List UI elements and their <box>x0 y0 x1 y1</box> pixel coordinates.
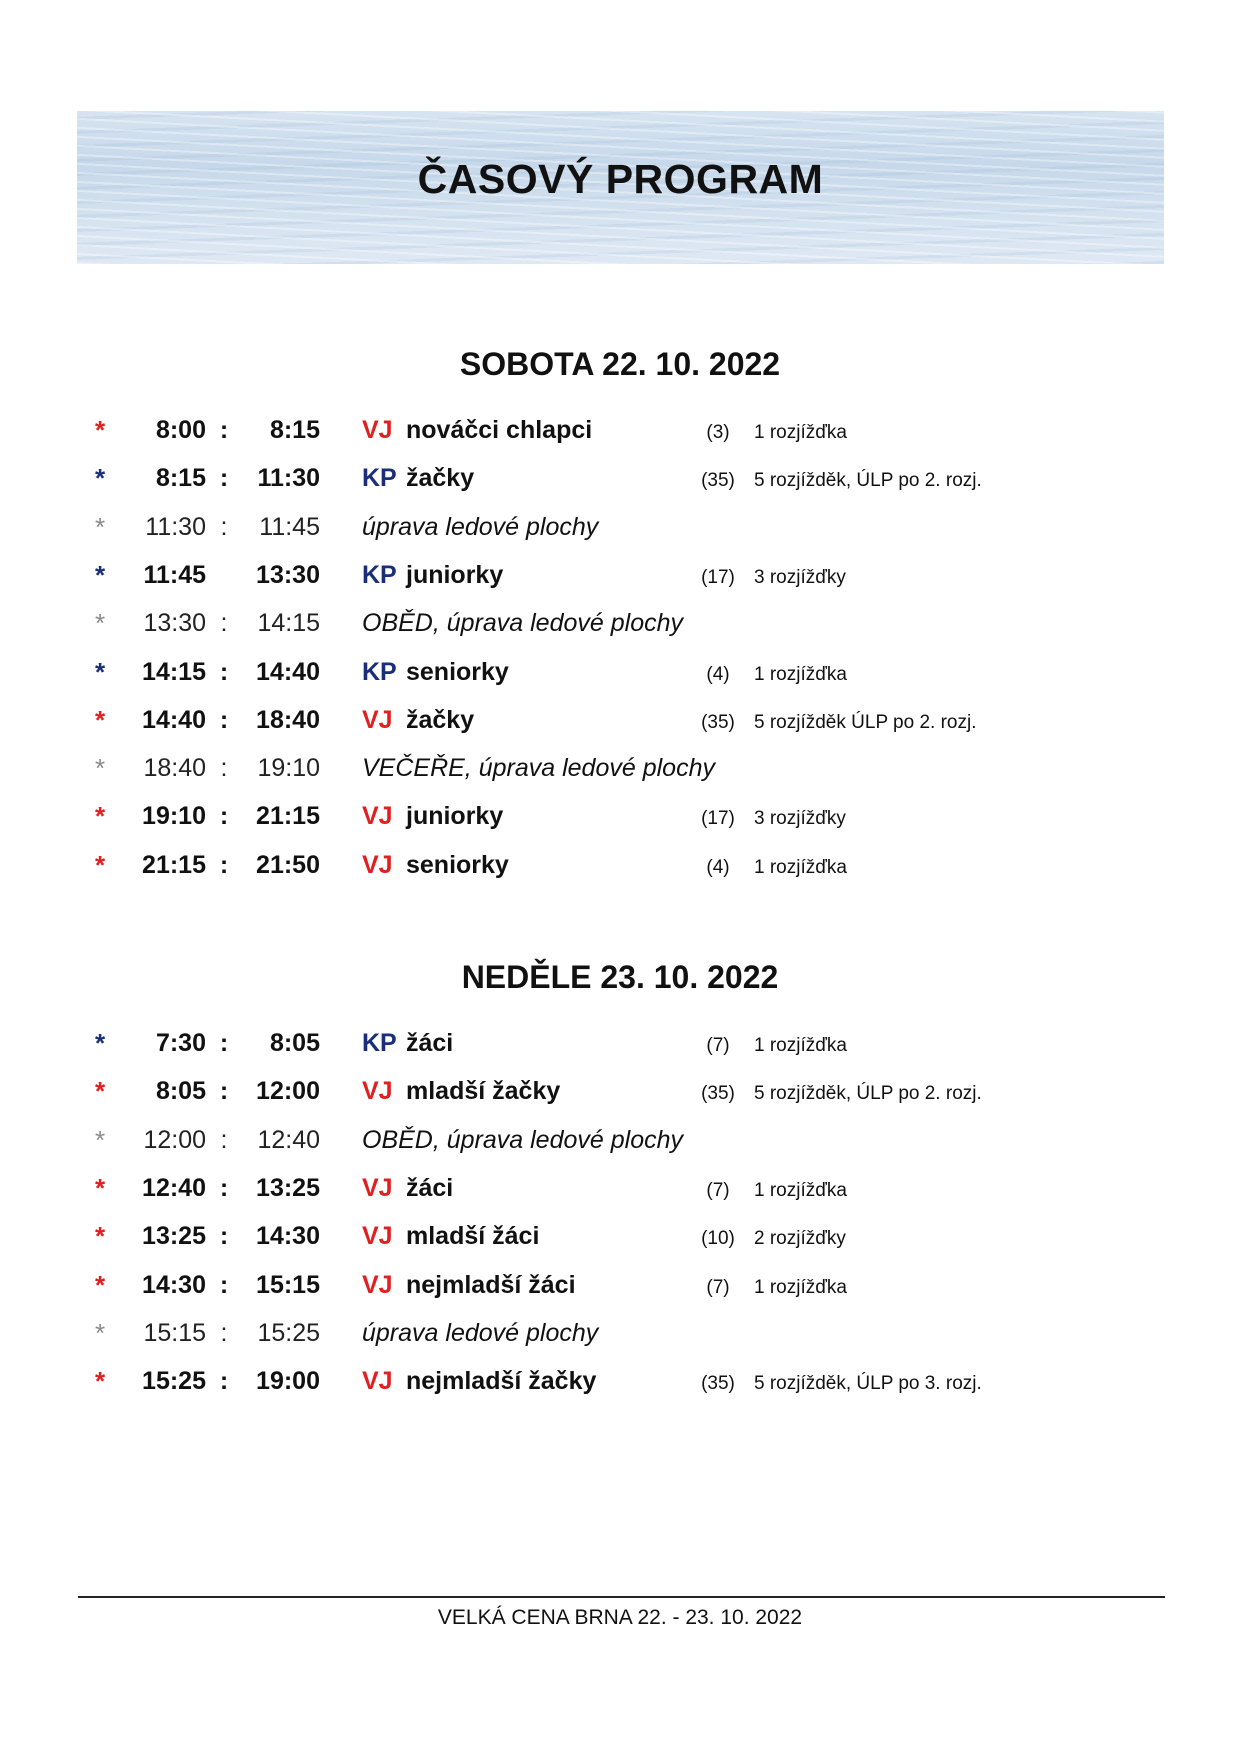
start-time: 8:15 <box>155 464 206 492</box>
end-time: 8:15 <box>269 416 320 444</box>
end-time: 12:40 <box>257 1126 320 1154</box>
event-row <box>0 796 1240 836</box>
end-time: 14:40 <box>256 658 320 686</box>
rounds-info: 1 rozjížďka <box>754 664 847 685</box>
discipline-code: KP <box>362 658 397 686</box>
pause-row <box>0 507 1240 547</box>
footer-text: VELKÁ CENA BRNA 22. - 23. 10. 2022 <box>437 1606 803 1629</box>
time-separator: : <box>219 851 229 879</box>
end-time: 13:25 <box>256 1174 320 1202</box>
end-time: 18:40 <box>256 706 320 734</box>
rounds-info: 5 rozjížděk, ÚLP po 2. rozj. <box>754 1083 982 1104</box>
participant-count: (35) <box>701 1373 735 1394</box>
end-time: 21:50 <box>256 851 320 879</box>
participant-count: (7) <box>706 1277 730 1298</box>
time-separator: : <box>220 513 228 541</box>
asterisk-marker: * <box>94 801 106 831</box>
rounds-info: 5 rozjížděk ÚLP po 2. rozj. <box>754 712 977 733</box>
end-time: 14:30 <box>256 1222 320 1250</box>
category-name: mladší žačky <box>406 1077 561 1105</box>
end-time: 11:45 <box>259 513 320 541</box>
time-separator: : <box>219 1029 229 1057</box>
rounds-info: 1 rozjížďka <box>754 1035 847 1056</box>
time-separator: : <box>220 754 228 782</box>
rounds-info: 3 rozjížďky <box>754 808 846 829</box>
event-row <box>0 652 1240 692</box>
footer-divider <box>78 1596 1165 1598</box>
time-separator: : <box>219 1174 229 1202</box>
asterisk-marker: * <box>94 608 106 638</box>
discipline-code: VJ <box>362 1367 393 1395</box>
asterisk-marker: * <box>94 1221 106 1251</box>
start-time: 11:45 <box>143 561 206 589</box>
start-time: 14:30 <box>142 1271 206 1299</box>
event-row <box>0 1216 1240 1256</box>
discipline-code: VJ <box>362 1077 393 1105</box>
discipline-code: VJ <box>362 1174 393 1202</box>
event-row <box>0 1265 1240 1305</box>
participant-count: (3) <box>706 422 730 443</box>
event-row <box>0 410 1240 450</box>
rounds-info: 5 rozjížděk, ÚLP po 3. rozj. <box>754 1373 982 1394</box>
asterisk-marker: * <box>94 850 106 880</box>
rounds-info: 1 rozjížďka <box>754 422 847 443</box>
participant-count: (17) <box>701 567 735 588</box>
asterisk-marker: * <box>94 560 106 590</box>
asterisk-marker: * <box>94 463 106 493</box>
rounds-info: 1 rozjížďka <box>754 1180 847 1201</box>
time-separator: : <box>219 706 229 734</box>
asterisk-marker: * <box>94 1270 106 1300</box>
rounds-info: 3 rozjížďky <box>754 567 846 588</box>
pause-row <box>0 748 1240 788</box>
end-time: 11:30 <box>257 464 320 492</box>
start-time: 13:25 <box>142 1222 206 1250</box>
discipline-code: VJ <box>362 706 393 734</box>
asterisk-marker: * <box>94 1318 106 1348</box>
category-name: seniorky <box>406 851 509 879</box>
day-heading: NEDĚLE 23. 10. 2022 <box>461 959 779 995</box>
asterisk-marker: * <box>94 1028 106 1058</box>
category-name: mladší žáci <box>406 1222 540 1250</box>
asterisk-marker: * <box>94 512 106 542</box>
end-time: 15:25 <box>257 1319 320 1347</box>
participant-count: (7) <box>706 1035 730 1056</box>
asterisk-marker: * <box>94 1125 106 1155</box>
end-time: 15:15 <box>256 1271 320 1299</box>
discipline-code: VJ <box>362 1271 393 1299</box>
end-time: 13:30 <box>256 561 320 589</box>
end-time: 19:10 <box>257 754 320 782</box>
category-name: žáci <box>406 1174 454 1202</box>
discipline-code: KP <box>362 1029 397 1057</box>
rounds-info: 1 rozjížďka <box>754 1277 847 1298</box>
rounds-info: 5 rozjížděk, ÚLP po 2. rozj. <box>754 470 982 491</box>
discipline-code: VJ <box>362 802 393 830</box>
start-time: 12:40 <box>142 1174 206 1202</box>
asterisk-marker: * <box>94 1076 106 1106</box>
end-time: 19:00 <box>256 1367 320 1395</box>
start-time: 14:40 <box>142 706 206 734</box>
start-time: 13:30 <box>143 609 206 637</box>
asterisk-marker: * <box>94 753 106 783</box>
end-time: 14:15 <box>257 609 320 637</box>
start-time: 8:05 <box>155 1077 206 1105</box>
participant-count: (4) <box>706 857 730 878</box>
discipline-code: VJ <box>362 851 393 879</box>
event-row <box>0 700 1240 740</box>
participant-count: (10) <box>701 1228 735 1249</box>
end-time: 21:15 <box>256 802 320 830</box>
category-name: žačky <box>406 706 475 734</box>
event-row <box>0 845 1240 885</box>
event-row <box>0 458 1240 498</box>
page-title: ČASOVÝ PROGRAM <box>417 156 824 202</box>
category-name: nejmladší žáci <box>406 1271 576 1299</box>
end-time: 8:05 <box>269 1029 320 1057</box>
break-note: OBĚD, úprava ledové plochy <box>362 609 684 637</box>
event-row <box>0 1168 1240 1208</box>
category-name: žačky <box>406 464 475 492</box>
start-time: 15:25 <box>142 1367 206 1395</box>
time-separator: : <box>220 1319 228 1347</box>
discipline-code: KP <box>362 561 397 589</box>
pause-row <box>0 1313 1240 1353</box>
event-row <box>0 1361 1240 1401</box>
discipline-code: VJ <box>362 1222 393 1250</box>
time-separator: : <box>219 416 229 444</box>
time-separator: : <box>219 1271 229 1299</box>
break-note: úprava ledové plochy <box>362 513 599 541</box>
participant-count: (17) <box>701 808 735 829</box>
category-name: juniorky <box>406 561 504 589</box>
participant-count: (35) <box>701 1083 735 1104</box>
category-name: nováčci chlapci <box>406 416 593 444</box>
asterisk-marker: * <box>94 1366 106 1396</box>
start-time: 19:10 <box>142 802 206 830</box>
rounds-info: 2 rozjížďky <box>754 1228 846 1249</box>
asterisk-marker: * <box>94 705 106 735</box>
start-time: 11:30 <box>145 513 206 541</box>
discipline-code: VJ <box>362 416 393 444</box>
time-separator: : <box>220 609 228 637</box>
time-separator: : <box>219 1077 229 1105</box>
pause-row <box>0 603 1240 643</box>
category-name: juniorky <box>406 802 504 830</box>
asterisk-marker: * <box>94 1173 106 1203</box>
break-note: úprava ledové plochy <box>362 1319 599 1347</box>
event-row <box>0 1071 1240 1111</box>
time-separator: : <box>219 1367 229 1395</box>
time-separator: : <box>219 658 229 686</box>
pause-row <box>0 1120 1240 1160</box>
start-time: 8:00 <box>155 416 206 444</box>
time-separator: : <box>219 464 229 492</box>
start-time: 14:15 <box>142 658 206 686</box>
start-time: 21:15 <box>142 851 206 879</box>
asterisk-marker: * <box>94 657 106 687</box>
time-separator: : <box>219 802 229 830</box>
start-time: 15:15 <box>143 1319 206 1347</box>
time-separator: : <box>219 1222 229 1250</box>
participant-count: (4) <box>706 664 730 685</box>
break-note: VEČEŘE, úprava ledové plochy <box>362 754 715 782</box>
day-heading: SOBOTA 22. 10. 2022 <box>459 346 781 382</box>
event-row <box>0 555 1240 595</box>
start-time: 18:40 <box>143 754 206 782</box>
participant-count: (35) <box>701 470 735 491</box>
rounds-info: 1 rozjížďka <box>754 857 847 878</box>
category-name: seniorky <box>406 658 509 686</box>
break-note: OBĚD, úprava ledové plochy <box>362 1126 684 1154</box>
category-name: žáci <box>406 1029 454 1057</box>
time-separator: : <box>220 1126 228 1154</box>
start-time: 12:00 <box>143 1126 206 1154</box>
category-name: nejmladší žačky <box>406 1367 597 1395</box>
asterisk-marker: * <box>94 415 106 445</box>
event-row <box>0 1023 1240 1063</box>
participant-count: (7) <box>706 1180 730 1201</box>
discipline-code: KP <box>362 464 397 492</box>
title-banner <box>77 111 1164 264</box>
end-time: 12:00 <box>256 1077 320 1105</box>
participant-count: (35) <box>701 712 735 733</box>
start-time: 7:30 <box>155 1029 206 1057</box>
